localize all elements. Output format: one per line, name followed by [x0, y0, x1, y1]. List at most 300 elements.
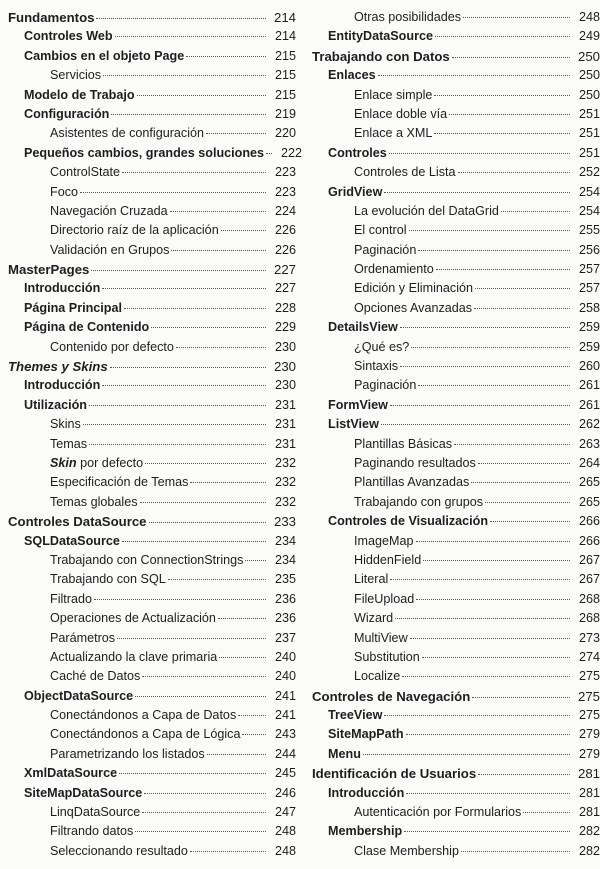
dot-leader [102, 385, 266, 386]
toc-entry-navegacion-cruzada [0, 202, 296, 221]
toc-entry-masterpages [0, 260, 296, 279]
dot-leader [416, 599, 570, 600]
dot-leader [145, 463, 266, 464]
toc-entry-conectandonos-a-capa-de-datos [0, 706, 296, 725]
toc-entry-page-number: 262 [578, 417, 600, 432]
toc-entry-title: Conectándonos a Capa de Lógica [50, 727, 241, 742]
toc-entry-page-number: 232 [274, 494, 296, 509]
dot-leader [94, 599, 266, 600]
toc-entry-page-number: 279 [578, 727, 600, 742]
toc-entry-title: HiddenField [354, 552, 422, 567]
toc-entry-autenticacion-por-formularios [306, 803, 600, 822]
dot-leader [449, 114, 570, 115]
toc-entry-title: ControlState [50, 165, 121, 180]
toc-entry-title: Actualizando la clave primaria [50, 649, 218, 664]
toc-entry-title: GridView [328, 184, 383, 199]
toc-entry-page-number: 230 [274, 378, 296, 393]
dot-leader [144, 793, 266, 794]
toc-entry-title: Trabajando con grupos [354, 494, 484, 509]
toc-entry-page-number: 227 [274, 281, 296, 296]
dot-leader [219, 657, 266, 658]
dot-leader [245, 560, 266, 561]
toc-entry-page-number: 231 [274, 397, 296, 412]
toc-entry-title: Filtrado [50, 591, 92, 606]
dot-leader [238, 715, 266, 716]
toc-entry-title: Skins [50, 417, 81, 432]
toc-entry-page-number: 266 [578, 514, 600, 529]
toc-entry-title: Controles [328, 145, 387, 160]
toc-entry-title: Enlace doble vía [354, 106, 448, 121]
toc-entry-page-number: 251 [578, 126, 600, 141]
toc-entry-page-number: 232 [274, 475, 296, 490]
toc-entry-actualizando-la-clave-primaria [0, 648, 296, 667]
dot-leader [137, 95, 266, 96]
toc-entry-page-number: 265 [578, 475, 600, 490]
toc-entry-page-number: 265 [578, 494, 600, 509]
toc-entry-title: Introducción [24, 378, 101, 393]
toc-entry-page-number: 261 [578, 378, 600, 393]
toc-entry-title: Controles de Navegación [312, 688, 471, 704]
toc-entry-hiddenfield [306, 551, 600, 570]
toc-entry-title: SiteMapDataSource [24, 785, 143, 800]
toc-entry-title: SiteMapPath [328, 727, 404, 742]
dot-leader [458, 172, 570, 173]
toc-entry-page-number: 215 [274, 87, 296, 102]
dot-leader [110, 367, 266, 368]
toc-entry-controles-web [0, 27, 296, 46]
toc-entry-title: Introducción [328, 785, 405, 800]
dot-leader [454, 444, 570, 445]
toc-entry-servicios [0, 66, 296, 85]
dot-leader [406, 793, 570, 794]
toc-entry-title: Literal [354, 572, 389, 587]
toc-entry-listview [306, 415, 600, 434]
toc-entry-trabajando-con-datos [306, 47, 600, 66]
dot-leader [96, 18, 266, 19]
toc-entry-title: Validación en Grupos [50, 242, 170, 257]
toc-entry-title: Menu [328, 746, 361, 761]
toc-entry-contenido-por-defecto [0, 338, 296, 357]
toc-entry-page-number: 254 [578, 203, 600, 218]
toc-entry-page-number: 268 [578, 611, 600, 626]
toc-entry-parametros [0, 629, 296, 648]
toc-entry-page-number: 275 [578, 708, 600, 723]
dot-leader [171, 250, 266, 251]
toc-entry-page-number: 261 [578, 397, 600, 412]
toc-entry-temas-globales [0, 493, 296, 512]
toc-entry-ordenamiento [306, 260, 600, 279]
toc-entry-page-number: 259 [578, 339, 600, 354]
toc-entry-detailsview [306, 318, 600, 337]
dot-leader [190, 851, 266, 852]
toc-entry-title: ¿Qué es? [354, 339, 410, 354]
toc-entry-menu [306, 745, 600, 764]
toc-entry-page-number: 274 [578, 649, 600, 664]
toc-entry-title: Pequeños cambios, grandes soluciones [24, 145, 265, 160]
toc-entry-sqldatasource [0, 532, 296, 551]
toc-entry-trabajando-con-sql [0, 570, 296, 589]
dot-leader [381, 424, 570, 425]
toc-entry-paginacion [306, 376, 600, 395]
toc-entry-skins [0, 415, 296, 434]
toc-entry-title: Paginando resultados [354, 455, 476, 470]
toc-entry-title-rest: por defecto [76, 455, 144, 470]
toc-entry-title: Directorio raíz de la aplicación [50, 223, 219, 238]
toc-entry-title: XmlDataSource [24, 766, 118, 781]
toc-entry-title: Controles de Lista [354, 165, 456, 180]
toc-entry-title-emphasis: Skin [50, 455, 77, 470]
toc-entry-title: Enlaces [328, 68, 376, 83]
toc-entry-title: Fundamentos [8, 10, 95, 25]
toc-entry-title: Servicios [50, 68, 102, 83]
toc-entry-page-number: 230 [273, 359, 296, 375]
toc-entry-enlace-simple [306, 86, 600, 105]
toc-entry-title: Autenticación por Formularios [354, 805, 522, 820]
dot-leader [410, 638, 570, 639]
toc-entry-title: Temas globales [50, 494, 138, 509]
toc-entry-page-number: 226 [274, 242, 296, 257]
toc-entry-controles-de-visualizacion [306, 512, 600, 531]
toc-entry-treeview [306, 706, 600, 725]
dot-leader [117, 638, 266, 639]
toc-entry-page-number: 263 [578, 436, 600, 451]
toc-entry-title: EntityDataSource [328, 29, 433, 44]
toc-entry-conectandonos-a-capa-de-logica [0, 725, 296, 744]
toc-entry-title: Página de Contenido [24, 320, 150, 335]
toc-entry-title: Operaciones de Actualización [50, 611, 216, 626]
dot-leader [435, 36, 570, 37]
toc-entry-cambios-en-el-objeto-page [0, 47, 296, 66]
dot-leader [418, 250, 570, 251]
toc-entry-page-number: 248 [274, 843, 296, 858]
toc-entry-title: Introducción [24, 281, 101, 296]
toc-entry-title [50, 454, 143, 473]
toc-entry-sitemappath [306, 725, 600, 744]
dot-leader [190, 482, 266, 483]
toc-entry-identificacion-de-usuarios [306, 764, 600, 783]
toc-entry-title: Trabajando con Datos [312, 48, 450, 64]
toc-entry-title: Página Principal [24, 300, 122, 315]
toc-entry-page-number: 273 [578, 630, 600, 645]
dot-leader [102, 288, 266, 289]
toc-entry-edicion-y-eliminacion [306, 279, 600, 298]
dot-leader [422, 657, 570, 658]
dot-leader [378, 75, 570, 76]
toc-entry-title: SQLDataSource [24, 533, 120, 548]
dot-leader [89, 405, 266, 406]
toc-entry-modelo-de-trabajo [0, 86, 296, 105]
toc-entry-title: ImageMap [354, 533, 414, 548]
toc-entry-directorio-raiz-de-la-aplicacion [0, 221, 296, 240]
toc-entry-multiview [306, 629, 600, 648]
toc-entry-title: MultiView [354, 630, 408, 645]
toc-entry-page-number: 248 [578, 10, 600, 24]
toc-entry-title: LinqDataSource [50, 805, 141, 820]
toc-entry-pequenos-cambios-grandes-soluciones [0, 144, 303, 163]
toc-entry-page-number: 240 [274, 669, 296, 684]
toc-entry-page-number: 215 [274, 68, 296, 83]
dot-leader [122, 172, 266, 173]
dot-leader [411, 347, 570, 348]
toc-entry-page-number: 282 [578, 824, 600, 839]
toc-entry-operaciones-de-actualizacion [0, 609, 296, 628]
toc-entry-page-number: 234 [274, 533, 296, 548]
toc-entry-linqdatasource [0, 803, 296, 822]
dot-leader [418, 385, 570, 386]
toc-entry-page-number: 224 [274, 203, 296, 218]
toc-entry-title: Controles Web [24, 29, 113, 44]
toc-entry-page-number: 257 [578, 262, 600, 277]
dot-leader [91, 270, 266, 271]
toc-entry-page-number: 231 [274, 417, 296, 432]
toc-entry-page-number: 215 [274, 48, 296, 63]
dot-leader [501, 211, 570, 212]
toc-entry-page-number: 251 [578, 106, 600, 121]
toc-entry-controles-de-navegacion [306, 687, 600, 706]
toc-entry-title: Temas [50, 436, 88, 451]
toc-entry-title: Caché de Datos [50, 669, 141, 684]
toc-entry-page-number: 250 [578, 87, 600, 102]
dot-leader [207, 754, 266, 755]
toc-entry-xmldatasource [0, 764, 296, 783]
toc-entry-fileupload [306, 590, 600, 609]
dot-leader [111, 114, 266, 115]
toc-entry-page-number: 235 [274, 572, 296, 587]
dot-leader [472, 697, 570, 698]
dot-leader [124, 308, 266, 309]
toc-entry-title: MasterPages [8, 262, 90, 278]
toc-entry-title: Themes y Skins [8, 359, 108, 375]
toc-entry-introduccion [0, 376, 296, 395]
dot-leader [395, 618, 570, 619]
toc-entry-title: Opciones Avanzadas [354, 300, 473, 315]
dot-leader [490, 521, 570, 522]
toc-entry-title: Identificación de Usuarios [312, 766, 477, 782]
toc-right-column [306, 8, 600, 861]
dot-leader [266, 153, 272, 154]
toc-entry-page-number: 282 [578, 843, 600, 858]
toc-entry-otras-posibilidades [306, 8, 600, 27]
toc-entry-title: Conectándonos a Capa de Datos [50, 708, 237, 723]
toc-entry-page-number: 243 [274, 727, 296, 742]
toc-entry-title: Utilización [24, 397, 87, 412]
toc-entry-plantillas-avanzadas [306, 473, 600, 492]
dot-leader [122, 541, 266, 542]
toc-entry-title: Localize [354, 669, 401, 684]
toc-entry-page-number: 230 [274, 339, 296, 354]
dot-leader [218, 618, 266, 619]
toc-entry-title: Membership [328, 824, 403, 839]
toc-entry-title: La evolución del DataGrid [354, 203, 499, 218]
toc-entry-introduccion [306, 784, 600, 803]
toc-entry-fundamentos [0, 8, 296, 27]
toc-entry-page-number: 259 [578, 320, 600, 335]
dot-leader [176, 347, 266, 348]
toc-entry-page-number: 234 [274, 552, 296, 567]
dot-leader [471, 482, 570, 483]
toc-entry-pagina-principal [0, 299, 296, 318]
toc-entry-validacion-en-grupos [0, 241, 296, 260]
toc-entry-page-number: 279 [578, 746, 600, 761]
toc-entry-la-evolucion-del-datagrid [306, 202, 600, 221]
dot-leader [142, 676, 266, 677]
dot-leader [221, 230, 266, 231]
toc-entry-controlstate [0, 163, 296, 182]
toc-entry-page-number: 241 [274, 708, 296, 723]
dot-leader [135, 696, 266, 697]
toc-entry-enlace-a-xml [306, 124, 600, 143]
dot-leader [384, 715, 570, 716]
toc-entry-especificacion-de-temas [0, 473, 296, 492]
dot-leader [452, 57, 570, 58]
toc-entry-page-number: 236 [274, 611, 296, 626]
toc-entry-page-number: 228 [274, 300, 296, 315]
toc-entry-cache-de-datos [0, 667, 296, 686]
dot-leader [140, 502, 266, 503]
toc-entry-configuracion [0, 105, 296, 124]
toc-entry-title: Contenido por defecto [50, 339, 174, 354]
toc-entry-parametrizando-los-listados [0, 745, 296, 764]
toc-entry-page-number: 231 [274, 436, 296, 451]
dot-leader [83, 424, 266, 425]
toc-entry-plantillas-basicas [306, 435, 600, 454]
toc-entry-title: Enlace simple [354, 87, 433, 102]
toc-entry-title: Filtrando datos [50, 824, 134, 839]
toc-entry-title: ListView [328, 417, 379, 432]
toc-entry-page-number: 244 [274, 746, 296, 761]
toc-entry-title: Seleccionando resultado [50, 843, 188, 858]
toc-entry-page-number: 240 [274, 649, 296, 664]
toc-entry-title: Plantillas Avanzadas [354, 475, 470, 490]
toc-entry-page-number: 252 [578, 165, 600, 180]
dot-leader [463, 17, 570, 18]
toc-entry-title: Substitution [354, 649, 420, 664]
dot-leader [168, 579, 266, 580]
toc-entry-page-number: 256 [578, 242, 600, 257]
dot-leader [142, 812, 266, 813]
toc-entry-title: Clase Membership [354, 843, 459, 858]
toc-entry-page-number: 236 [274, 591, 296, 606]
toc-entry-pagina-de-contenido [0, 318, 296, 337]
dot-leader [416, 541, 570, 542]
dot-leader [151, 327, 266, 328]
dot-leader [400, 366, 570, 367]
dot-leader [89, 444, 266, 445]
toc-entry-title: Ordenamiento [354, 262, 434, 277]
dot-leader [461, 851, 570, 852]
toc-entry-page-number: 219 [274, 106, 296, 121]
toc-entry-page-number: 232 [274, 455, 296, 470]
toc-entry-page-number: 275 [577, 688, 600, 704]
toc-entry-seleccionando-resultado [0, 842, 296, 861]
toc-entry-asistentes-de-configuracion [0, 124, 296, 143]
dot-leader [475, 288, 570, 289]
toc-entry-utilizacion [0, 396, 296, 415]
toc-entry-controles [306, 144, 600, 163]
toc-entry-page-number: 241 [274, 688, 296, 703]
dot-leader [409, 230, 571, 231]
toc-entry-trabajando-con-connectionstrings [0, 551, 296, 570]
toc-entry-page-number: 214 [273, 10, 296, 25]
toc-entry-skin-por-defecto [0, 454, 296, 473]
dot-leader [423, 560, 570, 561]
toc-entry-localize [306, 667, 600, 686]
toc-entry-page-number: 250 [577, 48, 600, 64]
toc-entry-page-number: 223 [274, 165, 296, 180]
toc-entry-controles-de-lista [306, 163, 600, 182]
toc-entry-title: Modelo de Trabajo [24, 87, 135, 102]
toc-entry-title: Asistentes de configuración [50, 126, 205, 141]
toc-entry-page-number: 229 [274, 320, 296, 335]
dot-leader [478, 463, 570, 464]
toc-entry-title: Parámetros [50, 630, 116, 645]
toc-entry-page-number: 233 [273, 514, 296, 530]
toc-entry-objectdatasource [0, 687, 296, 706]
dot-leader [404, 831, 570, 832]
dot-leader [390, 405, 570, 406]
dot-leader [402, 676, 570, 677]
dot-leader [186, 56, 266, 57]
toc-entry-title: Plantillas Básicas [354, 436, 452, 451]
dot-leader [434, 133, 570, 134]
dot-leader [400, 327, 570, 328]
dot-leader [115, 36, 266, 37]
toc-entry-page-number: 249 [578, 29, 600, 44]
toc-entry-page-number: 281 [577, 766, 600, 782]
toc-entry-page-number: 275 [578, 669, 600, 684]
toc-entry-imagemap [306, 532, 600, 551]
toc-entry-title: Controles de Visualización [328, 514, 489, 529]
dot-leader [206, 133, 266, 134]
toc-entry-page-number: 281 [578, 805, 600, 820]
toc-entry-gridview [306, 183, 600, 202]
toc-entry-page-number: 246 [274, 785, 296, 800]
dot-leader [434, 95, 570, 96]
toc-entry-title: Especificación de Temas [50, 475, 189, 490]
toc-entry-title: Edición y Eliminación [354, 281, 473, 296]
toc-entry-membership [306, 822, 600, 841]
toc-entry-themes-y-skins [0, 357, 296, 376]
toc-entry-substitution [306, 648, 600, 667]
toc-entry-page-number: 223 [274, 184, 296, 199]
toc-entry-el-control [306, 221, 600, 240]
toc-entry-title: DetailsView [328, 320, 398, 335]
dot-leader [406, 734, 570, 735]
toc-entry-page-number: 257 [578, 281, 600, 296]
toc-entry-title: Trabajando con ConnectionStrings [50, 552, 244, 567]
toc-entry-clase-membership [306, 842, 600, 861]
toc-entry-page-number: 266 [578, 533, 600, 548]
toc-entry-foco [0, 183, 296, 202]
toc-entry-title: Paginación [354, 378, 417, 393]
toc-entry-entitydatasource [306, 27, 600, 46]
toc-entry-page-number: 250 [578, 68, 600, 83]
toc-entry-title: Paginación [354, 242, 417, 257]
dot-leader [363, 754, 570, 755]
toc-entry-page-number: 214 [274, 29, 296, 44]
dot-leader [485, 502, 570, 503]
toc-entry-title: Parametrizando los listados [50, 746, 205, 761]
toc-entry-page-number: 267 [578, 552, 600, 567]
toc-entry-title: Enlace a XML [354, 126, 433, 141]
dot-leader [170, 211, 266, 212]
toc-entry-paginando-resultados [306, 454, 600, 473]
dot-leader [80, 192, 266, 193]
toc-entry-paginacion [306, 241, 600, 260]
toc-entry-title: TreeView [328, 708, 383, 723]
dot-leader [135, 831, 266, 832]
toc-entry-enlaces [306, 66, 600, 85]
